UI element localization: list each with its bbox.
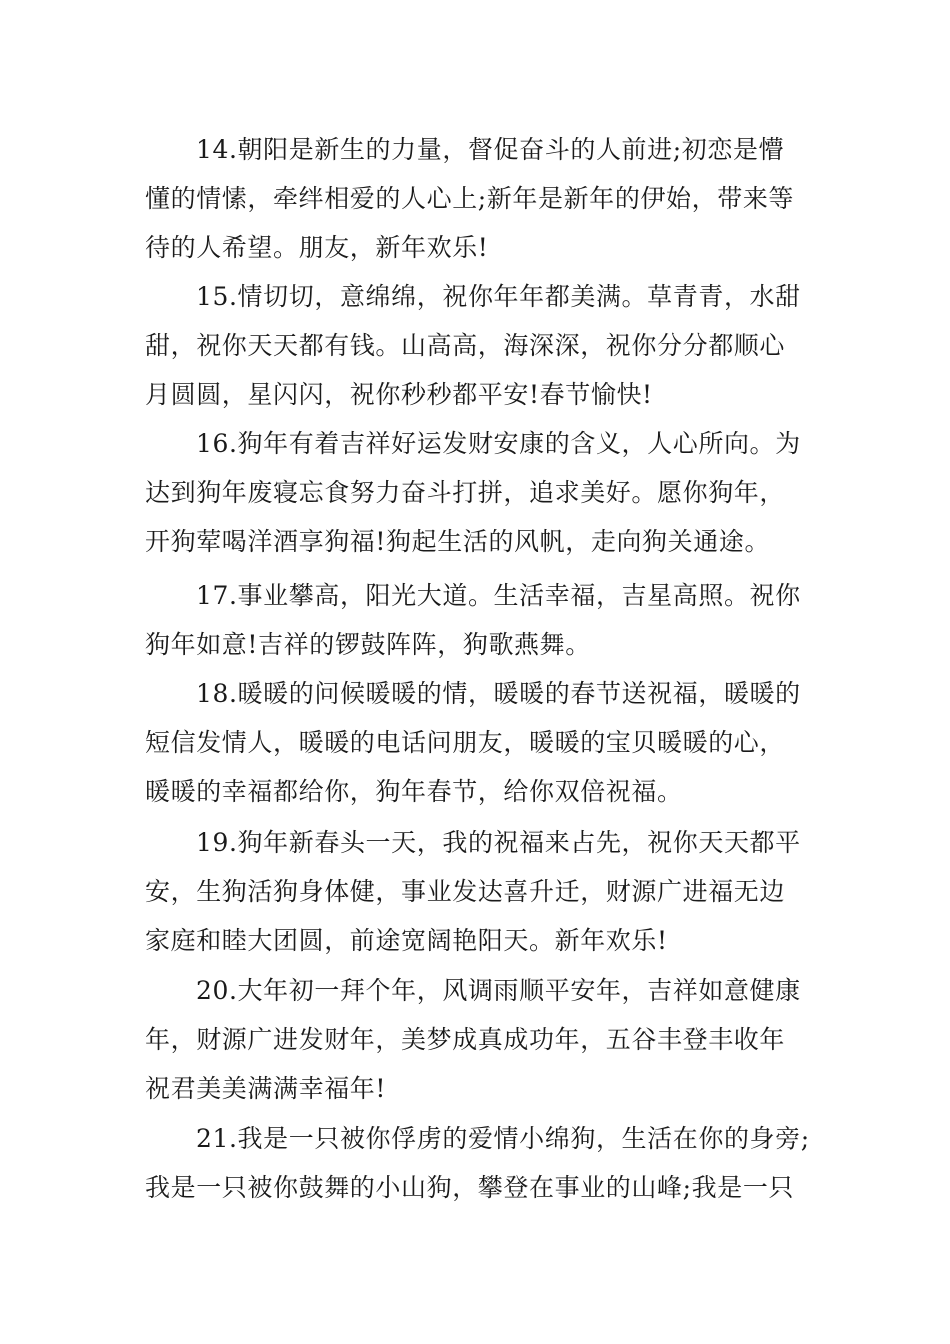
paragraph-line: 21.我是一只被你俘虏的爱情小绵狗，生活在你的身旁;: [196, 1124, 810, 1153]
paragraph-line: 14.朝阳是新生的力量，督促奋斗的人前进;初恋是懵: [196, 135, 785, 164]
paragraph-line: 狗年如意!吉祥的锣鼓阵阵，狗歌燕舞。: [145, 630, 591, 659]
paragraph-line: 短信发情人，暖暖的电话问朋友，暖暖的宝贝暖暖的心，: [145, 728, 786, 757]
paragraph-line: 甜，祝你天天都有钱。山高高，海深深，祝你分分都顺心: [145, 331, 786, 360]
paragraph-line: 16.狗年有着吉祥好运发财安康的含义，人心所向。为: [196, 429, 801, 458]
paragraph-line: 17.事业攀高，阳光大道。生活幸福，吉星高照。祝你: [196, 581, 801, 610]
paragraph-line: 月圆圆，星闪闪，祝你秒秒都平安!春节愉快!: [145, 380, 653, 409]
paragraph-line: 祝君美美满满幸福年!: [145, 1074, 387, 1103]
paragraph-line: 开狗荤喝洋酒享狗福!狗起生活的风帆，走向狗关通途。: [145, 527, 771, 556]
paragraph-line: 年，财源广进发财年，美梦成真成功年，五谷丰登丰收年: [145, 1025, 786, 1054]
paragraph-line: 待的人希望。朋友，新年欢乐!: [145, 233, 489, 262]
paragraph-line: 懂的情愫，牵绊相爱的人心上;新年是新年的伊始，带来等: [145, 184, 795, 213]
paragraph-line: 18.暖暖的问候暖暖的情，暖暖的春节送祝福，暖暖的: [196, 679, 801, 708]
paragraph-line: 15.情切切，意绵绵，祝你年年都美满。草青青，水甜: [196, 282, 801, 311]
paragraph-line: 20.大年初一拜个年，风调雨顺平安年，吉祥如意健康: [196, 976, 801, 1005]
paragraph-line: 安，生狗活狗身体健，事业发达喜升迁，财源广进福无边: [145, 877, 786, 906]
paragraph-line: 达到狗年废寝忘食努力奋斗打拼，追求美好。愿你狗年，: [145, 478, 786, 507]
paragraph-line: 家庭和睦大团圆，前途宽阔艳阳天。新年欢乐!: [145, 926, 668, 955]
paragraph-line: 暖暖的幸福都给你，狗年春节，给你双倍祝福。: [145, 777, 683, 806]
paragraph-line: 我是一只被你鼓舞的小山狗，攀登在事业的山峰;我是一只: [145, 1173, 795, 1202]
paragraph-line: 19.狗年新春头一天，我的祝福来占先，祝你天天都平: [196, 828, 801, 857]
